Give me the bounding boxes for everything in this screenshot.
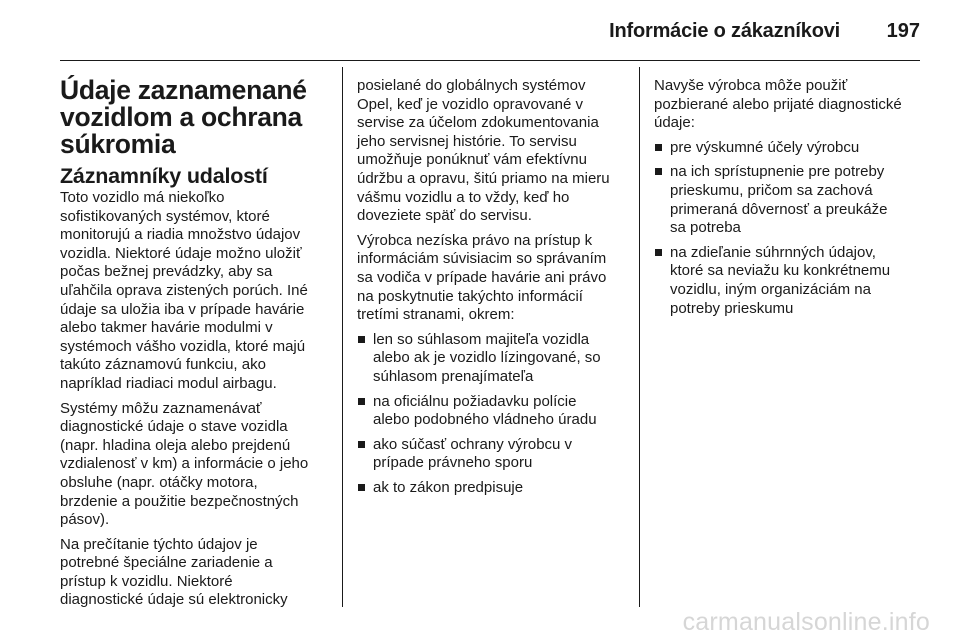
bullet-square-icon xyxy=(655,168,662,175)
list-item xyxy=(357,331,639,387)
list-item-text: na ich sprístupnenie pre potreby prieskumu, pričom sa zachová primeraná dôvernosť a preukáže sa potreba xyxy=(670,163,888,237)
column-1 xyxy=(60,77,342,616)
list-item xyxy=(357,479,639,498)
list-item xyxy=(654,244,936,318)
subsection-heading: Záznamníky udalostí xyxy=(60,164,268,188)
paragraph: Na prečítanie týchto údajov je potrebné špeciálne zariadenie a prístup k vozidlu. Niektoré diagnostické údaje sú elektronicky xyxy=(60,535,288,609)
page-number: 197 xyxy=(886,20,920,42)
running-header-title: Informácie o zákazníkovi xyxy=(609,20,840,42)
bullet-square-icon xyxy=(358,398,365,405)
paragraph: posielané do globálnych systémov Opel, keď je vozidlo opravované v servise za účelom zdokumentovania jeho servisnej histórie. To servisu umožňuje ponúknuť vám efektívnu údržbu a opravu, šitú priamo na mieru vášmu vozidlu a to vždy, keď ho doveziete späť do servisu. xyxy=(357,77,610,225)
list-item xyxy=(654,139,936,158)
header-divider xyxy=(60,60,920,61)
paragraph: Toto vozidlo má niekoľko sofistikovaných systémov, ktoré monitorujú a riadia množstvo údajov vozidla. Niektoré údaje možno uložiť počas bežnej prevádzky, aby sa uľahčila oprava zistených porúch. Iné údaje sa uložia iba v prípade havárie alebo takmer havárie modulmi v systémoch vášho vozidla, ktoré majú takúto záznamovú funkciu, ako napríklad riadiaci modul airbagu. xyxy=(60,189,308,392)
list-item-text: na zdieľanie súhrnných údajov, ktoré sa neviažu ku konkrétnemu vozidlu, iným organizáciám na potreby prieskumu xyxy=(670,243,891,317)
bullet-square-icon xyxy=(358,336,365,343)
list-item xyxy=(357,393,639,430)
column-2 xyxy=(357,77,639,503)
column-divider-2 xyxy=(639,67,640,607)
column-3 xyxy=(654,77,936,324)
list-item xyxy=(654,163,936,237)
list-item-text: pre výskumné účely výrobcu xyxy=(670,138,860,156)
list-item-text: ako súčasť ochrany výrobcu v prípade právneho sporu xyxy=(373,435,573,472)
bullet-square-icon xyxy=(358,441,365,448)
bullet-list xyxy=(654,139,936,318)
list-item-text: ak to zákon predpisuje xyxy=(373,478,524,496)
paragraph: Výrobca nezíska právo na prístup k informáciám súvisiacim so správaním sa vodiča v prípade havárie ani právo na poskytnutie takýchto informácií tretími stranami, okrem: xyxy=(357,231,607,324)
list-item-text: len so súhlasom majiteľa vozidla alebo ak je vozidlo lízingované, so súhlasom prenajímateľa xyxy=(373,330,601,385)
paragraph: Navyše výrobca môže použiť pozbierané alebo prijaté diagnostické údaje: xyxy=(654,77,902,132)
list-item-text: na oficiálnu požiadavku polície alebo podobného vládneho úradu xyxy=(373,392,597,429)
watermark-text: carmanualsonline.info xyxy=(682,608,930,636)
bullet-square-icon xyxy=(655,144,662,151)
bullet-square-icon xyxy=(655,249,662,256)
section-heading: Údaje zaznamenané vozidlom a ochrana súkromia xyxy=(60,75,307,159)
bullet-list xyxy=(357,331,639,498)
list-item xyxy=(357,436,639,473)
bullet-square-icon xyxy=(358,484,365,491)
column-divider-1 xyxy=(342,67,343,607)
paragraph: Systémy môžu zaznamenávať diagnostické údaje o stave vozidla (napr. hladina oleja alebo prejdenú vzdialenosť v km) a informácie o jeho obsluhe (napr. otáčky motora, brzdenie a použitie bezpečnostných pásov). xyxy=(60,399,309,529)
